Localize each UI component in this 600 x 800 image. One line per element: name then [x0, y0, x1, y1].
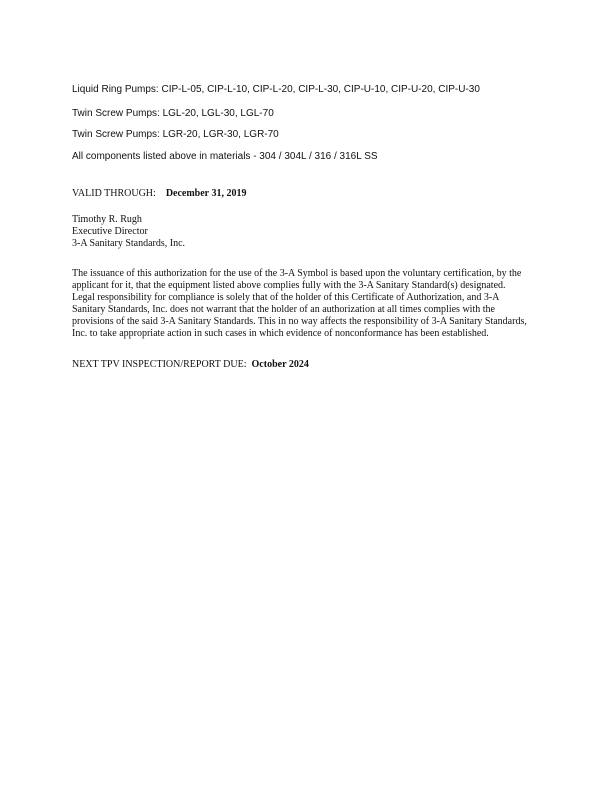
product-line-twin-screw-lgr: Twin Screw Pumps: LGR-20, LGR-30, LGR-70	[72, 129, 279, 140]
next-inspection-date: October 2024	[251, 359, 309, 370]
disclaimer-line: Inc. to take appropriate action in such cases in which evidence of nonconformance has been established.	[72, 328, 489, 339]
product-line-liquid-ring-pumps: Liquid Ring Pumps: CIP-L-05, CIP-L-10, CIP-L-20, CIP-L-30, CIP-U-10, CIP-U-20, CIP-U-30	[72, 84, 480, 95]
signatory-organization: 3-A Sanitary Standards, Inc.	[72, 238, 186, 249]
materials-statement: All components listed above in materials - 304 / 304L / 316 / 316L SS	[72, 151, 378, 162]
disclaimer-line: provisions of the said 3-A Sanitary Standards. This in no way affects the responsibility of 3-A Sanitary Standards,	[72, 316, 527, 327]
signatory-block	[72, 214, 532, 250]
disclaimer-line: Legal responsibility for compliance is solely that of the holder of this Certificate of Authorization, and 3-A	[72, 292, 500, 303]
disclaimer-paragraph	[72, 268, 542, 340]
signatory-title: Executive Director	[72, 226, 148, 237]
disclaimer-line: Sanitary Standards, Inc. does not warrant that the holder of an authorization at all times complies with the	[72, 304, 495, 315]
disclaimer-line: applicant for it, that the equipment listed above complies fully with the 3-A Sanitary Standard(s) designated.	[72, 280, 506, 291]
valid-through-row	[72, 188, 246, 200]
product-line-twin-screw-lgl: Twin Screw Pumps: LGL-20, LGL-30, LGL-70	[72, 108, 274, 119]
valid-through-date: December 31, 2019	[165, 188, 247, 199]
next-inspection-label: NEXT TPV INSPECTION/REPORT DUE:	[72, 359, 247, 370]
next-inspection-row	[72, 359, 309, 371]
signatory-name: Timothy R. Rugh	[72, 214, 142, 225]
disclaimer-line: The issuance of this authorization for the use of the 3-A Symbol is based upon the voluntary certification, by the	[72, 268, 522, 279]
valid-through-label: VALID THROUGH:	[72, 188, 156, 199]
